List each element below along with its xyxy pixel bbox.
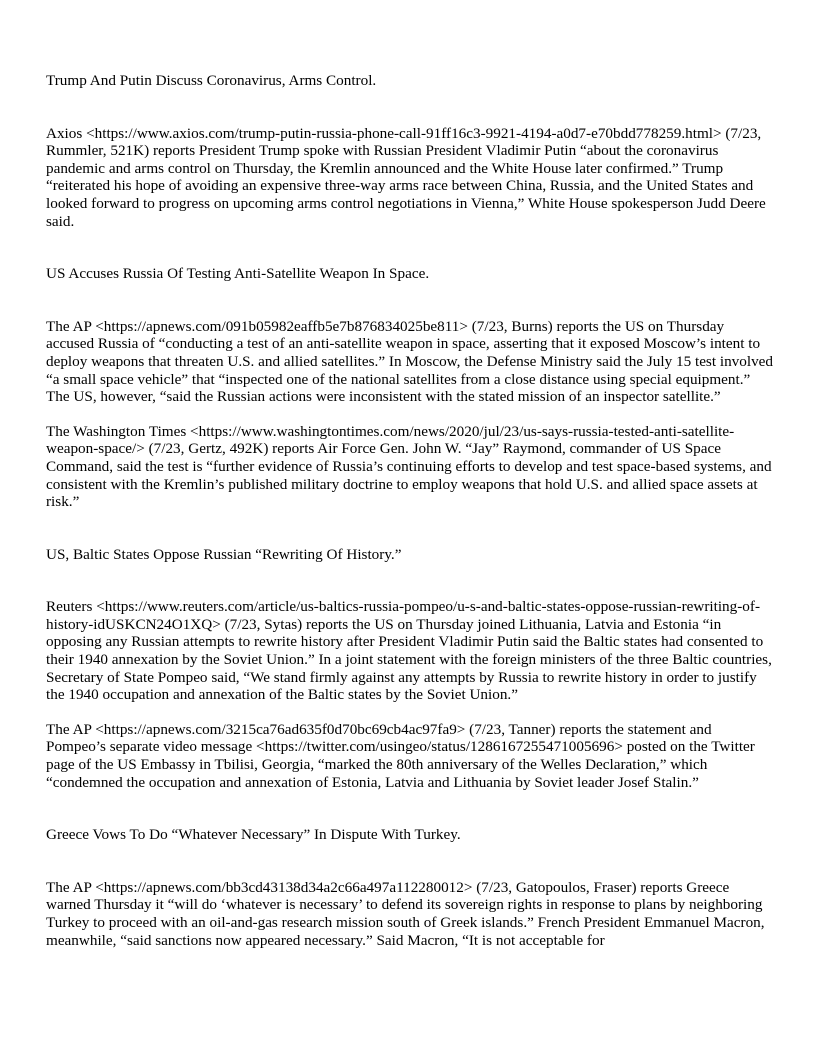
story-headline: US Accuses Russia Of Testing Anti-Satellite Weapon In Space. bbox=[46, 265, 430, 283]
story-paragraph: The AP <https://apnews.com/091b05982eaffb5e7b876834025be811> (7/23, Burns) reports the US on Thursday accused Russia of “conducting a test of an anti-satellite weapon in space, asserting that it exposed Moscow’s intent to deploy weapons that threaten U.S. and allied satellites.” In Moscow, the Defense Ministry said the July 15 test involved “a small space vehicle” that “inspected one of the national satellites from a close distance using special equipment.” The US, however, “said the Russian actions were inconsistent with the stated mission of an inspector satellite.” bbox=[46, 317, 774, 406]
story-paragraph: Reuters <https://www.reuters.com/article/us-baltics-russia-pompeo/u-s-and-baltic-states-oppose-russian-rewriting-of-history-idUSKCN24O1XQ> (7/23, Sytas) reports the US on Thursday joined Lithuania, Latvia and Estonia “in opposing any Russian attempts to rewrite history after President Vladimir Putin said the Baltic states had consented to their 1940 annexation by the Soviet Union.” In a joint statement with the foreign ministers of the three Baltic countries, Secretary of State Pompeo said, “We stand firmly against any attempts by Russia to rewrite history in order to justify the 1940 occupation and annexation of the Baltic states by the Soviet Union.” bbox=[46, 598, 772, 704]
story-baltic-states bbox=[46, 546, 774, 792]
document-page bbox=[46, 72, 774, 966]
story-paragraph: The AP <https://apnews.com/bb3cd43138d34a2c66a497a112280012> (7/23, Gatopoulos, Fraser) reports Greece warned Thursday it “will do ‘whatever is necessary’ to defend its sovereign rights in response to plans by neighboring Turkey to proceed with an oil-and-gas research mission south of Greek islands.” French President Emmanuel Macron, meanwhile, “said sanctions now appeared necessary.” Said Macron, “It is not acceptable for bbox=[46, 878, 765, 949]
story-anti-satellite bbox=[46, 265, 774, 511]
story-paragraph: Axios <https://www.axios.com/trump-putin-russia-phone-call-91ff16c3-9921-4194-a0d7-e70bdd778259.html> (7/23, Rummler, 521K) reports President Trump spoke with Russian President Vladimir Putin “about the coronavirus pandemic and arms control on Thursday, the Kremlin announced and the White House later confirmed.” Trump “reiterated his hope of avoiding an expensive three-way arms race between China, Russia, and the United States and looked forward to progress on upcoming arms control negotiations in Vienna,” White House spokesperson Judd Deere said. bbox=[46, 124, 766, 230]
story-headline: Greece Vows To Do “Whatever Necessary” In Dispute With Turkey. bbox=[46, 826, 461, 844]
story-headline: Trump And Putin Discuss Coronavirus, Arms Control. bbox=[46, 72, 377, 89]
story-paragraph: The Washington Times <https://www.washingtontimes.com/news/2020/jul/23/us-says-russia-tested-anti-satellite-weapon-space/> (7/23, Gertz, 492K) reports Air Force Gen. John W. “Jay” Raymond, commander of US Space Command, said the test is “further evidence of Russia’s continuing efforts to develop and test space-based systems, and consistent with the Kremlin’s published military doctrine to employ weapons that hold U.S. and allied space assets at risk.” bbox=[46, 422, 772, 511]
story-headline: US, Baltic States Oppose Russian “Rewriting Of History.” bbox=[46, 545, 402, 563]
story-paragraph: The AP <https://apnews.com/3215ca76ad635f0d70bc69cb4ac97fa9> (7/23, Tanner) reports the statement and Pompeo’s separate video message <https://twitter.com/usingeo/status/1286167255471005696> posted on the Twitter page of the US Embassy in Tbilisi, Georgia, “marked the 80th anniversary of the Welles Declaration,” which “condemned the occupation and annexation of Estonia, Latvia and Lithuania by Soviet leader Josef Stalin.” bbox=[46, 720, 755, 791]
story-greece-turkey bbox=[46, 826, 774, 949]
story-trump-putin bbox=[46, 72, 774, 230]
